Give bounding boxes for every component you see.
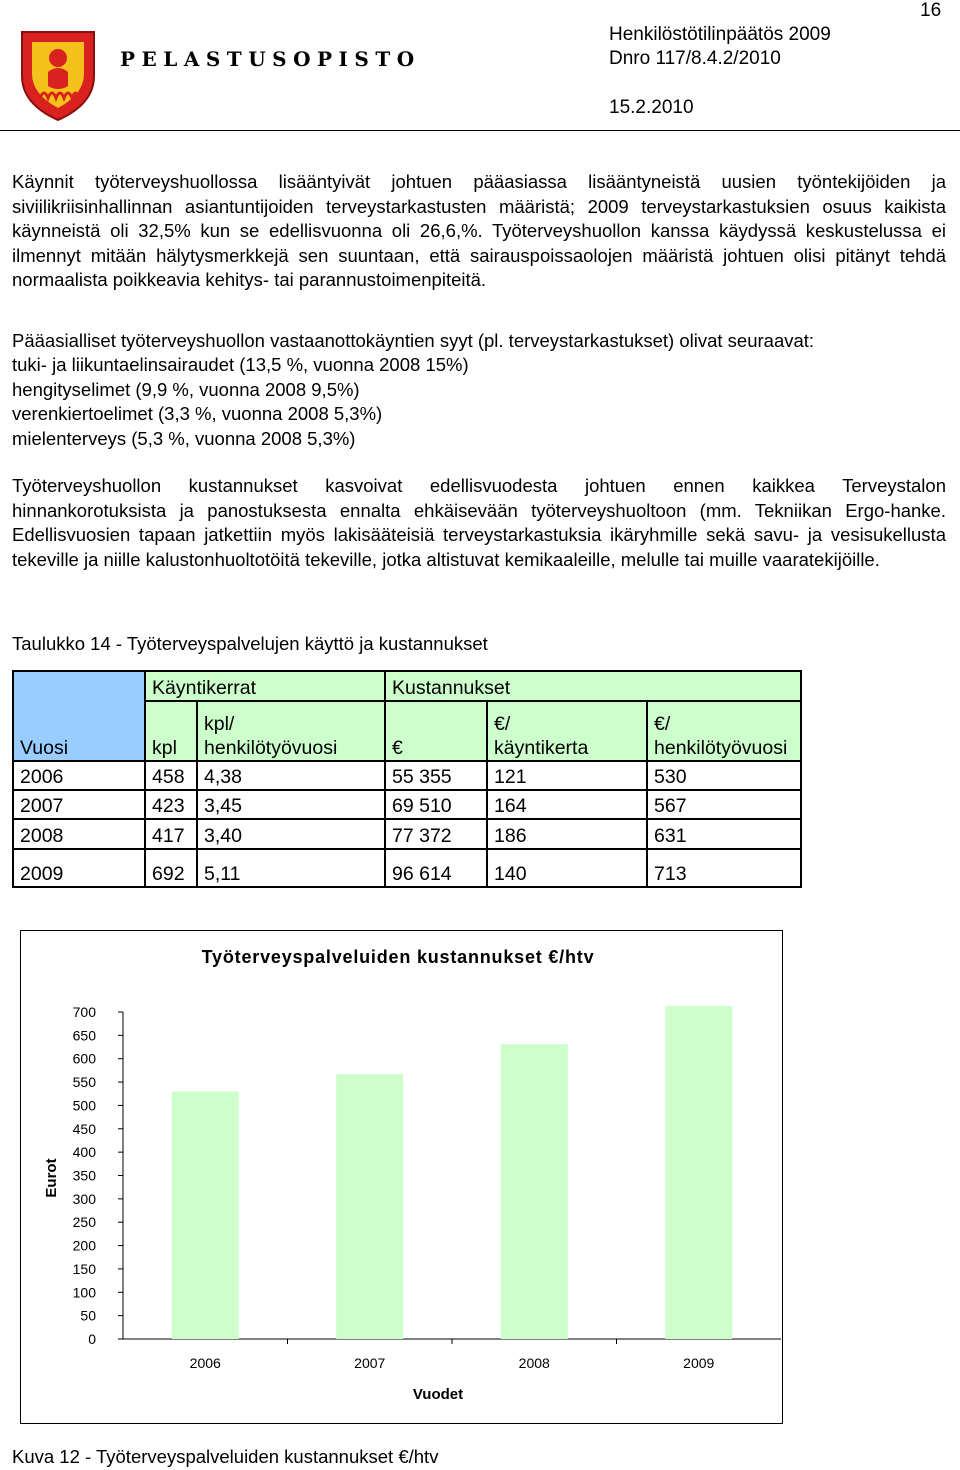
cell-year: 2008 [13,819,145,849]
y-tick-label: 600 [72,1050,96,1067]
cell-eur-htv: 713 [647,849,801,887]
group-header-costs: Kustannukset [385,671,801,701]
cell-year: 2006 [13,761,145,790]
col-header-kpl-per-htv: kpl/ henkilötyövuosi [197,701,385,761]
bar-2008 [501,1044,568,1339]
list-item: mielenterveys (5,3 %, vuonna 2008 5,3%) [12,427,356,449]
y-tick-label: 350 [72,1167,96,1184]
doc-date: 15.2.2010 [609,97,694,118]
y-tick-label: 650 [72,1027,96,1044]
cell-eur-visit: 140 [487,849,647,887]
cell-kpl: 458 [145,761,197,790]
table-row [13,761,801,790]
cell-kpl: 417 [145,819,197,849]
y-tick-label: 550 [72,1074,96,1091]
x-tick-label: 2008 [518,1355,550,1371]
cell-kpl: 423 [145,790,197,819]
cell-year: 2007 [13,790,145,819]
y-tick-label: 250 [72,1214,96,1231]
x-tick-label: 2006 [189,1355,221,1371]
x-tick-label: 2009 [683,1355,715,1371]
doc-title: Henkilöstötilinpäätös 2009 [609,24,831,45]
cell-year: 2009 [13,849,145,887]
y-tick-label: 200 [72,1237,96,1254]
reasons-list [12,353,469,451]
figure-caption: Kuva 12 - Työterveyspalveluiden kustannukset €/htv [12,1446,439,1467]
cell-eur: 96 614 [385,849,487,887]
table-row [13,819,801,849]
chart-title: Työterveyspalveluiden kustannukset €/htv [201,947,595,967]
bar-2007 [336,1074,403,1339]
table-row [13,790,801,819]
cell-eur: 69 510 [385,790,487,819]
bar-2009 [665,1006,732,1339]
y-tick-label: 450 [72,1120,96,1137]
plot-area [73,1004,781,1371]
y-tick-label: 100 [72,1284,96,1301]
paragraph-visits: Käynnit työterveyshuollossa lisääntyivät johtuen pääasiassa lisääntyneistä uusien työntekijöiden ja siviilikriisinhallinnan asiantuntijoiden terveystarkastusten määristä; 2009 terveystarkastuksien osuus kaikista käynneistä oli 32,5% kun se edellisvuonna oli 26,6,%. Työterveyshuollon kanssa käydyssä keskustelussa ei ilmennyt mitään hälytysmerkkejä sen suuntaan, että sairauspoissaolojen määristä johtuen olisi pitänyt tehdä normaalista poikkeavia kehitys- tai parannustoimenpiteitä. [12,171,946,290]
cell-eur-visit: 186 [487,819,647,849]
cell-kpl: 692 [145,849,197,887]
cell-kpl-htv: 3,45 [197,790,385,819]
cell-kpl-htv: 5,11 [197,849,385,887]
header-divider [0,130,960,131]
paragraph-reasons-intro: Pääasialliset työterveyshuollon vastaanottokäyntien syyt (pl. terveystarkastukset) olivat seuraavat: [12,330,815,351]
col-header-eur: € [385,701,487,761]
cost-bar-chart [20,930,783,1424]
y-tick-label: 300 [72,1190,96,1207]
col-header-eur-per-htv: €/ henkilötyövuosi [647,701,801,761]
y-tick-label: 150 [72,1260,96,1277]
cell-kpl-htv: 4,38 [197,761,385,790]
cell-kpl-htv: 3,40 [197,819,385,849]
pelastusopisto-logo [18,28,98,124]
cell-eur: 55 355 [385,761,487,790]
cell-eur-htv: 567 [647,790,801,819]
doc-number: Dnro 117/8.4.2/2010 [609,48,781,69]
x-tick-label: 2007 [354,1355,386,1371]
org-name: PELASTUSOPISTO [120,47,421,71]
cell-eur-htv: 631 [647,819,801,849]
usage-cost-table [12,670,802,888]
cell-eur-visit: 164 [487,790,647,819]
y-tick-label: 500 [72,1097,96,1114]
y-axis-label: Eurot [43,1158,60,1198]
y-tick-label: 400 [72,1144,96,1161]
y-tick-label: 0 [88,1331,96,1347]
cell-eur-htv: 530 [647,761,801,790]
bar-2006 [172,1091,239,1339]
cell-eur-visit: 121 [487,761,647,790]
y-tick-label: 700 [72,1004,96,1020]
col-header-kpl: kpl [145,701,197,761]
paragraph-costs: Työterveyshuollon kustannukset kasvoivat edellisvuodesta johtuen ennen kaikkea Terveystalon hinnankorotuksista ja panostuksesta ennalta ehkäisevään työterveyshuoltoon (mm. Tekniikan Ergo-hanke. Edellisvuosien tapaan jatkettiin myös lakisääteisiä terveystarkastuksia ikäryhmille sekä savu- ja vesisukellusta tekeville ja niille kalustonhuoltotöitä tekeville, jotka altistuvat kemikaaleille, melulle tai muille vaaratekijöille. [12,475,946,570]
col-header-eur-per-visit: €/ käyntikerta [487,701,647,761]
col-header-year: Vuosi [13,671,145,761]
table-caption: Taulukko 14 - Työterveyspalvelujen käyttö ja kustannukset [12,633,488,654]
group-header-visits: Käyntikerrat [145,671,385,701]
cell-eur: 77 372 [385,819,487,849]
list-item: tuki- ja liikuntaelinsairaudet (13,5 %, vuonna 2008 15%) [12,354,469,375]
list-item: verenkiertoelimet (3,3 %, vuonna 2008 5,3%) [12,403,383,424]
y-tick-label: 50 [80,1307,96,1324]
x-axis-label: Vuodet [412,1386,464,1403]
page-number: 16 [920,0,942,21]
table-row [13,849,801,887]
list-item: hengityselimet (9,9 %, vuonna 2008 9,5%) [12,378,360,400]
